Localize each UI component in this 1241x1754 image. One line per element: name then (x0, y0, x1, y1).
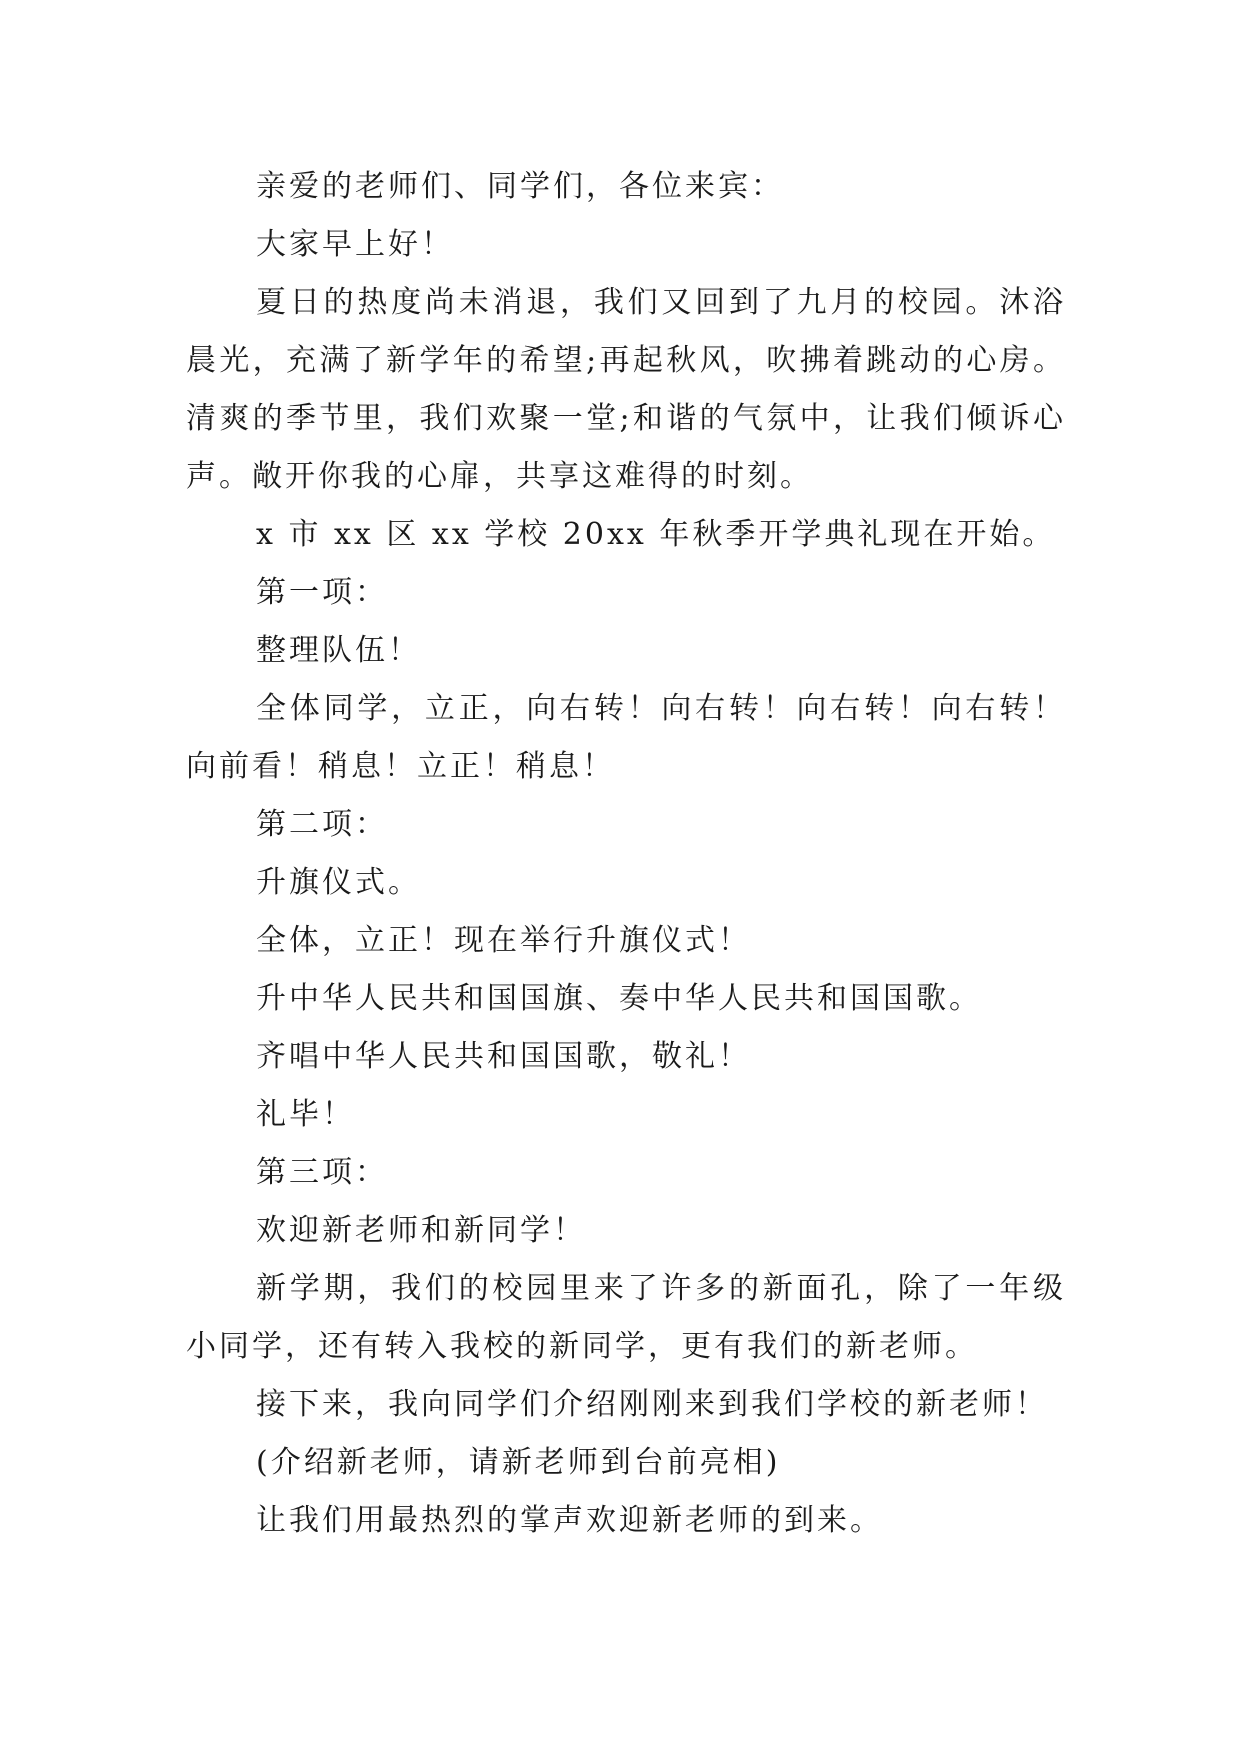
document-body (186, 158, 1066, 1550)
introduce-teachers-line: 接下来，我向同学们介绍刚刚来到我们学校的新老师！ (256, 1387, 1048, 1422)
stage-direction: (介绍新老师，请新老师到台前亮相) (256, 1445, 781, 1480)
ceremony-announcement: x 市 xx 区 xx 学校 20xx 年秋季开学典礼现在开始。 (256, 517, 1056, 552)
item-one-heading: 第一项： (256, 575, 388, 610)
item-one-title: 整理队伍！ (256, 633, 421, 668)
opening-paragraph: 夏日的热度尚未消退，我们又回到了九月的校园。沐浴晨光，充满了新学年的希望;再起秋风，吹拂着跳动的心房。清爽的季节里，我们欢聚一堂;和谐的气氛中，让我们倾诉心声。敞开你我的心扉，共享这难得的时刻。 (186, 285, 1066, 494)
item-one-commands: 全体同学，立正，向右转！向右转！向右转！向右转！向前看！稍息！立正！稍息！ (186, 691, 1066, 784)
item-two-heading: 第二项： (256, 807, 388, 842)
applause-line: 让我们用最热烈的掌声欢迎新老师的到来。 (256, 1503, 883, 1538)
flag-raising-line: 升中华人民共和国国旗、奏中华人民共和国国歌。 (256, 981, 982, 1016)
anthem-line: 齐唱中华人民共和国国歌，敬礼！ (256, 1039, 751, 1074)
greeting: 大家早上好！ (256, 227, 454, 262)
flag-ceremony-command: 全体，立正！现在举行升旗仪式！ (256, 923, 751, 958)
new-semester-paragraph: 新学期，我们的校园里来了许多的新面孔，除了一年级小同学，还有转入我校的新同学，更有我们的新老师。 (186, 1271, 1066, 1364)
item-two-title: 升旗仪式。 (256, 865, 421, 900)
salute-end-line: 礼毕！ (256, 1097, 355, 1132)
salutation: 亲爱的老师们、同学们，各位来宾： (256, 169, 784, 204)
item-three-title: 欢迎新老师和新同学！ (256, 1213, 586, 1248)
item-three-heading: 第三项： (256, 1155, 388, 1190)
